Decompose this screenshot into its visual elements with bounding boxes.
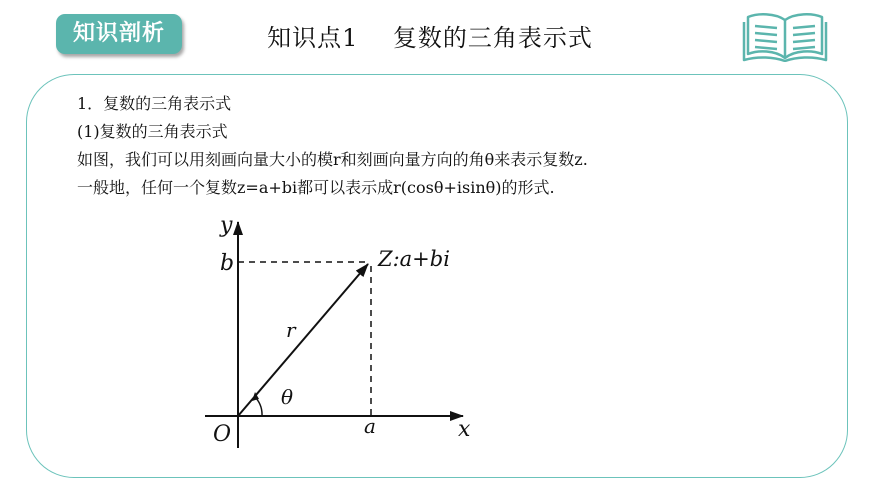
heading-1: 1．复数的三角表示式 (77, 94, 232, 113)
page-title: 知识点1 复数的三角表示式 (267, 24, 593, 52)
a-label: a (364, 414, 376, 438)
r-label: r (286, 318, 296, 342)
y-axis-label: y (220, 213, 233, 238)
vector-r (238, 264, 368, 416)
heading-2: (1)复数的三角表示式 (77, 122, 228, 141)
section-badge: 知识剖析 (56, 14, 182, 54)
theta-label: θ (281, 385, 294, 409)
paragraph-1: 如图，我们可以用刻画向量大小的模r和刻画向量方向的角θ来表示复数z. (77, 150, 588, 169)
x-axis-label: x (458, 417, 471, 442)
point-label: Z:a+bi (378, 247, 450, 271)
paragraph-2: 一般地，任何一个复数z=a+bi都可以表示成r(cosθ+isinθ)的形式. (77, 178, 555, 197)
b-label: b (220, 251, 235, 276)
origin-label: O (213, 422, 232, 447)
